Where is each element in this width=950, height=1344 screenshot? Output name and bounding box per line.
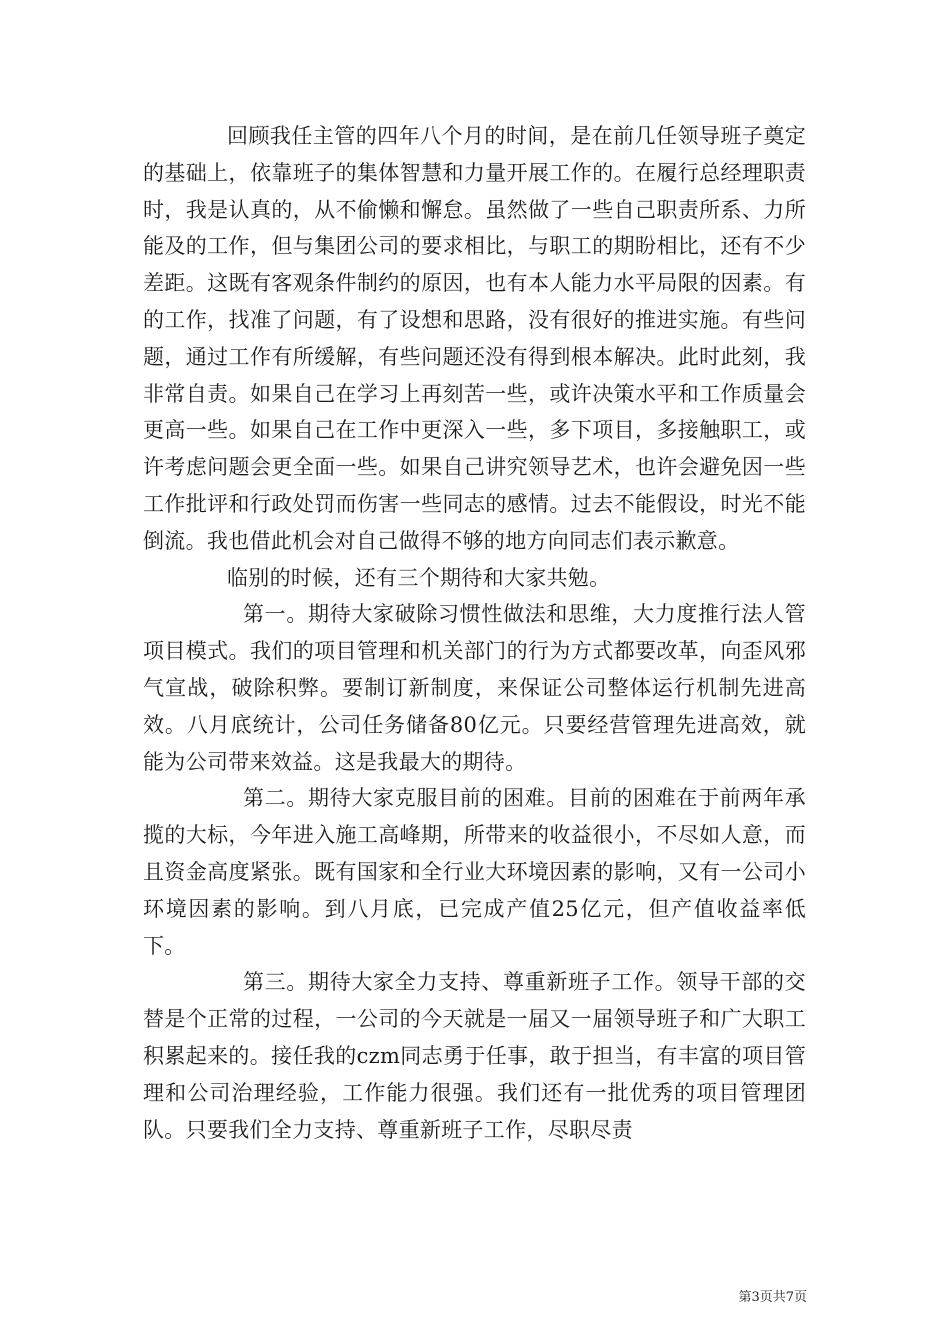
body-text — [143, 118, 806, 1148]
page-number-footer: 第3页共7页 — [738, 1290, 807, 1305]
paragraph-expectation-3: 第三。期待大家全力支持、尊重新班子工作。领导干部的交替是个正常的过程，一公司的今天就是一届又一届领导班子和广大职工积累起来的。接任我的czm同志勇于任事，敢于担当，有丰富的项目管理和公司治理经验，工作能力很强。我们还有一批优秀的项目管理团队。只要我们全力支持、尊重新班子工作，尽职尽责 — [143, 970, 806, 1142]
paragraph-expectation-1: 第一。期待大家破除习惯性做法和思维，大力度推行法人管项目模式。我们的项目管理和机关部门的行为方式都要改革，向歪风邪气宣战，破除积弊。要制订新制度，来保证公司整体运行机制先进高效。八月底统计，公司任务储备80亿元。只要经营管理先进高效，就能为公司带来效益。这是我最大的期待。 — [143, 602, 806, 774]
paragraph-reflection: 回顾我任主管的四年八个月的时间，是在前几任领导班子奠定的基础上，依靠班子的集体智慧和力量开展工作的。在履行总经理职责时，我是认真的，从不偷懒和懈怠。虽然做了一些自己职责所系、力所能及的工作，但与集团公司的要求相比，与职工的期盼相比，还有不少差距。这既有客观条件制约的原因，也有本人能力水平局限的因素。有的工作，找准了问题，有了设想和思路，没有很好的推进实施。有些问题，通过工作有所缓解，有些问题还没有得到根本解决。此时此刻，我非常自责。如果自己在学习上再刻苦一些，或许决策水平和工作质量会更高一些。如果自己在工作中更深入一些，多下项目，多接触职工，或许考虑问题会更全面一些。如果自己讲究领导艺术，也许会避免因一些工作批评和行政处罚而伤害一些同志的感情。过去不能假设，时光不能倒流。我也借此机会对自己做得不够的地方向同志们表示歉意。 — [143, 124, 806, 553]
paragraph-expectations-intro: 临别的时候，还有三个期待和大家共勉。 — [227, 565, 611, 590]
paragraph-expectation-2: 第二。期待大家克服目前的困难。目前的困难在于前两年承揽的大标，今年进入施工高峰期，所带来的收益很小，不尽如人意，而且资金高度紧张。既有国家和全行业大环境因素的影响，又有一公司小环境因素的影响。到八月底，已完成产值25亿元，但产值收益率低下。 — [143, 786, 806, 958]
